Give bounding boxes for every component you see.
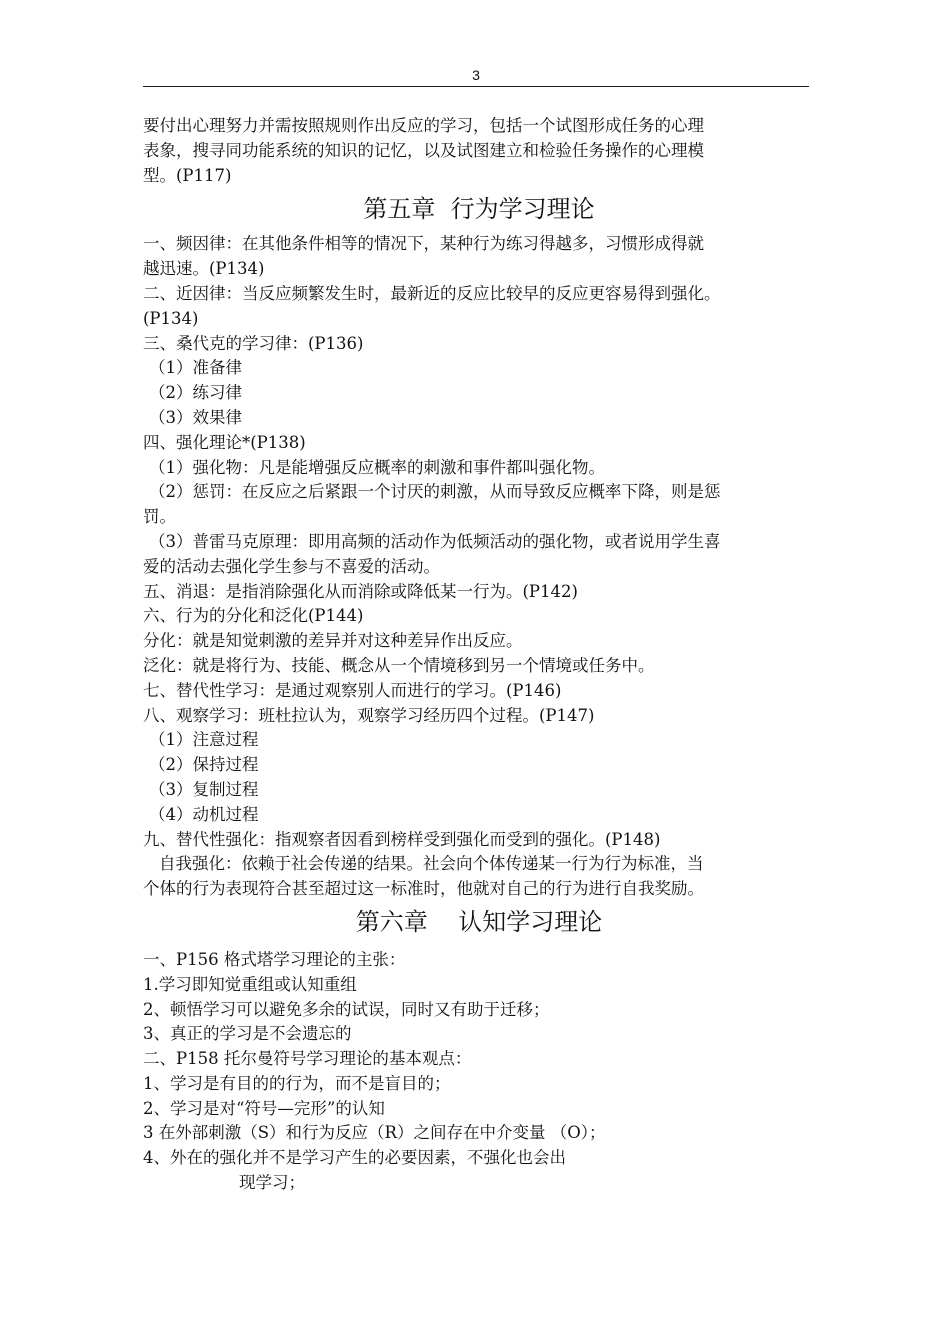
text-line: 2、学习是对“符号—完形”的认知 <box>143 1098 385 1118</box>
text-line: 个体的行为表现符合甚至超过这一标准时，他就对自己的行为进行自我奖励。 <box>143 879 704 899</box>
text-line: 九、替代性强化：指观察者因看到榜样受到强化而受到的强化。(P148) <box>143 829 661 849</box>
chapter-title: 第六章 认知学习理论 <box>355 907 603 936</box>
text-line: 越迅速。(P134) <box>143 259 265 279</box>
chapter-title: 第五章 行为学习理论 <box>363 195 595 224</box>
text-line: 3 在外部刺激（S）和行为反应（R）之间存在中介变量 （O）； <box>143 1123 606 1143</box>
text-line: 自我强化：依赖于社会传递的结果。社会向个体传递某一行为行为标准，当 <box>159 854 704 874</box>
text-line: 八、观察学习：班杜拉认为，观察学习经历四个过程。(P147) <box>143 705 595 725</box>
text-line: 现学习； <box>239 1173 305 1193</box>
text-line: 六、行为的分化和泛化(P144) <box>143 606 364 626</box>
intro-line: 要付出心理努力并需按照规则作出反应的学习，包括一个试图形成任务的心理 <box>143 116 704 135</box>
text-line: 二、近因律：当反应频繁发生时，最新近的反应比较早的反应更容易得到强化。 <box>143 283 721 303</box>
text-line: (P134) <box>143 308 199 328</box>
list-item: （1）注意过程 <box>149 730 259 750</box>
list-item: （2）练习律 <box>149 383 242 403</box>
list-item: （1）准备律 <box>149 358 242 378</box>
text-line: 2、顿悟学习可以避免多余的试误，同时又有助于迁移； <box>143 999 550 1019</box>
text-line: 1.学习即知觉重组或认知重组 <box>143 974 357 994</box>
text-line: 一、频因律：在其他条件相等的情况下，某种行为练习得越多，习惯形成得就 <box>143 234 704 254</box>
text-line: 爱的活动去强化学生参与不喜爱的活动。 <box>143 556 440 576</box>
intro-line: 表象，搜寻同功能系统的知识的记忆，以及试图建立和检验任务操作的心理模 <box>143 140 704 160</box>
text-line: 分化：就是知觉刺激的差异并对这种差异作出反应。 <box>143 631 523 651</box>
header-divider <box>143 86 809 87</box>
list-item: （3）普雷马克原理：即用高频的活动作为低频活动的强化物，或者说用学生喜 <box>149 531 721 551</box>
list-item: （4）动机过程 <box>149 804 259 824</box>
list-item: （1）强化物：凡是能增强反应概率的刺激和事件都叫强化物。 <box>149 457 605 477</box>
text-line: 1、学习是有目的的行为，而不是盲目的； <box>143 1073 451 1093</box>
list-item: （3）复制过程 <box>149 779 259 799</box>
text-line: 4、外在的强化并不是学习产生的必要因素，不强化也会出 <box>143 1148 566 1168</box>
intro-line: 型。(P117) <box>143 165 232 185</box>
text-line: 二、P158 托尔曼符号学习理论的基本观点： <box>143 1049 472 1069</box>
text-line: 五、消退：是指消除强化从而消除或降低某一行为。(P142) <box>143 581 578 601</box>
text-line: 三、桑代克的学习律：(P136) <box>143 333 364 353</box>
list-item: （2）惩罚：在反应之后紧跟一个讨厌的刺激，从而导致反应概率下降，则是惩 <box>149 482 721 502</box>
text-line: 罚。 <box>143 507 176 527</box>
text-line: 一、P156 格式塔学习理论的主张： <box>143 949 406 969</box>
text-line: 四、强化理论*(P138) <box>143 432 306 452</box>
page-number: 3 <box>472 67 480 83</box>
text-line: 泛化：就是将行为、技能、概念从一个情境移到另一个情境或任务中。 <box>143 655 655 675</box>
list-item: （2）保持过程 <box>149 755 259 775</box>
list-item: （3）效果律 <box>149 407 242 427</box>
document-body <box>143 114 815 1196</box>
text-line: 七、替代性学习：是通过观察别人而进行的学习。(P146) <box>143 680 562 700</box>
text-line: 3、真正的学习是不会遗忘的 <box>143 1024 352 1044</box>
